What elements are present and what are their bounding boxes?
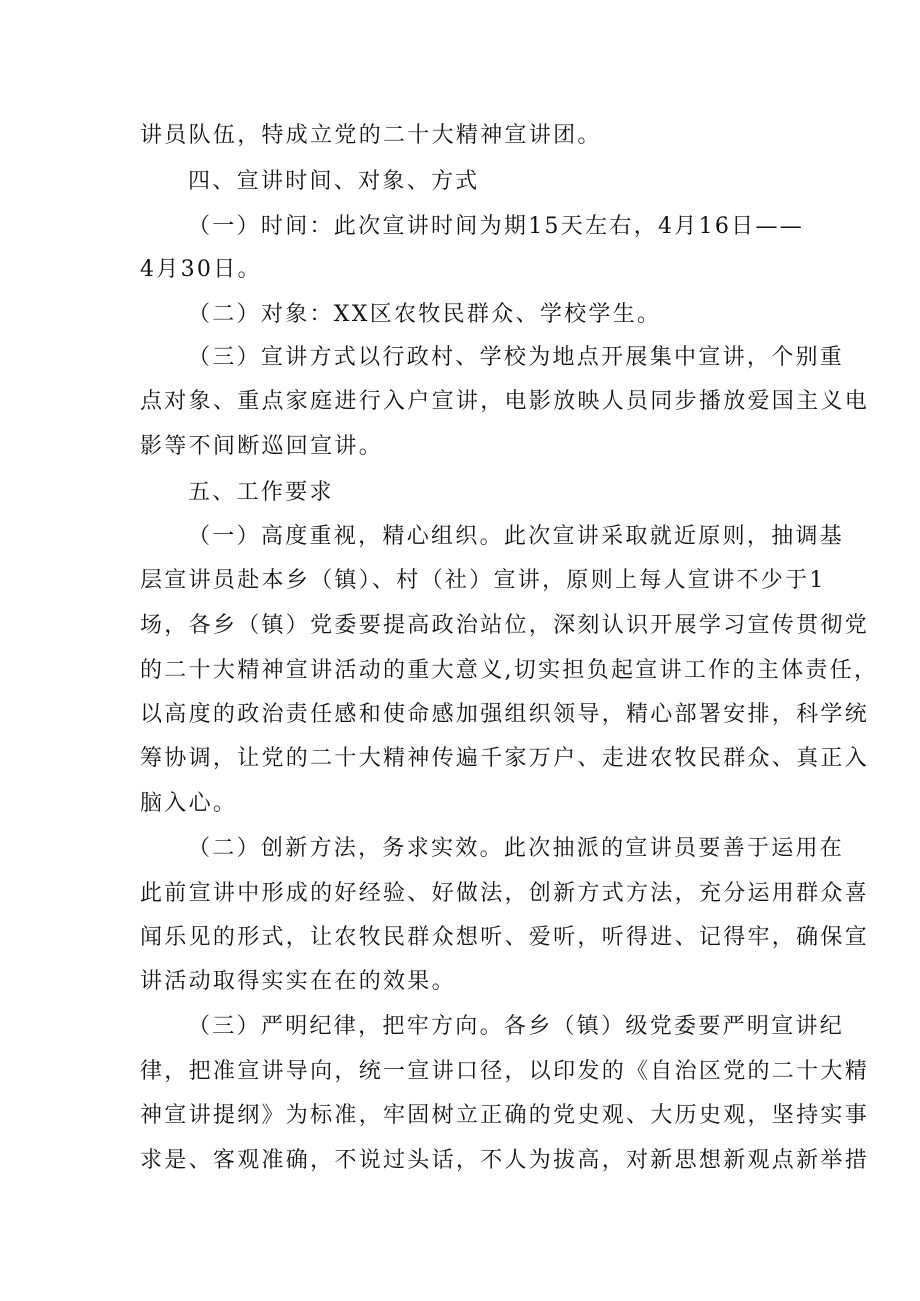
section-heading-five: 五、工作要求: [188, 480, 334, 505]
paragraph-continuation-line: 讲员队伍，特成立党的二十大精神宣讲团。: [140, 123, 602, 148]
requirement-one-line-6: 筹协调，让党的二十大精神传遍千家万户、走进农牧民群众、真正入: [140, 746, 870, 771]
requirement-two-line-1: （二）创新方法，务求实效。此次抽派的宣讲员要善于运用在: [188, 836, 845, 861]
requirement-three-line-3: 神宣讲提纲》为标准，牢固树立正确的党史观、大历史观，坚持实事: [140, 1103, 870, 1128]
requirement-one-line-7: 脑入心。: [140, 791, 238, 816]
method-item-line-1: （三）宣讲方式以行政村、学校为地点开展集中宣讲，个别重: [188, 345, 845, 370]
requirement-one-line-4: 的二十大精神宣讲活动的重大意义,切实担负起宣讲工作的主体责任，: [140, 658, 879, 683]
method-item-line-2: 点对象、重点家庭进行入户宣讲，电影放映人员同步播放爱国主义电: [140, 389, 870, 414]
requirement-one-line-5: 以高度的政治责任感和使命感加强组织领导，精心部署安排，科学统: [140, 702, 870, 727]
requirement-one-line-2: 层宣讲员赴本乡（镇）、村（社）宣讲，原则上每人宣讲不少于1: [140, 568, 826, 593]
requirement-two-line-4: 讲活动取得实实在在的效果。: [140, 969, 456, 994]
requirement-two-line-3: 闻乐见的形式，让农牧民群众想听、爱听，听得进、记得牢，确保宣: [140, 925, 870, 950]
requirement-one-line-1: （一）高度重视，精心组织。此次宣讲采取就近原则，抽调基: [188, 524, 845, 549]
method-item-line-3: 影等不间断巡回宣讲。: [140, 434, 384, 459]
time-item-line-1: （一）时间：此次宣讲时间为期15天左右，4月16日——: [188, 214, 805, 239]
requirement-three-line-4: 求是、客观准确，不说过头话，不人为拔高，对新思想新观点新举措: [140, 1148, 870, 1173]
audience-item-line: （二）对象：XX区农牧民群众、学校学生。: [188, 302, 662, 327]
requirement-one-line-3: 场，各乡（镇）党委要提高政治站位，深刻认识开展学习宣传贯彻党: [140, 613, 870, 638]
requirement-three-line-2: 律，把准宣讲导向，统一宣讲口径，以印发的《自治区党的二十大精: [140, 1059, 870, 1084]
requirement-two-line-2: 此前宣讲中形成的好经验、好做法，创新方式方法，充分运用群众喜: [140, 881, 870, 906]
time-item-line-2: 4月30日。: [140, 257, 262, 282]
section-heading-four: 四、宣讲时间、对象、方式: [188, 169, 480, 194]
requirement-three-line-1: （三）严明纪律，把牢方向。各乡（镇）级党委要严明宣讲纪: [188, 1014, 845, 1039]
